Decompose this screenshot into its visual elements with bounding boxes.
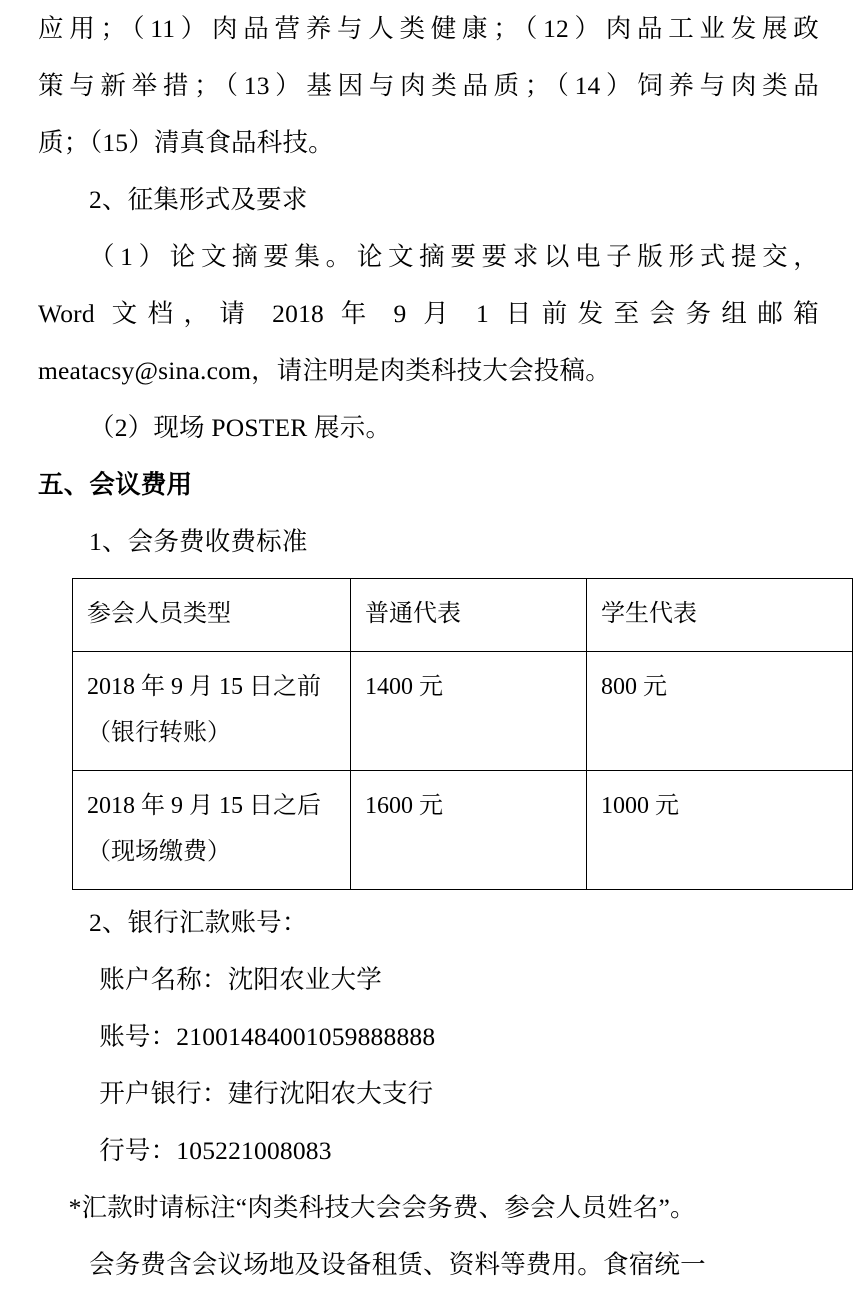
bank-account-name: 账户名称：沈阳农业大学 <box>99 965 382 994</box>
table-header-cell: 普通代表 <box>351 579 587 652</box>
table-cell-type-line1: 2018 年 9 月 15 日之前 <box>87 674 321 700</box>
table-header-cell: 参会人员类型 <box>73 579 351 652</box>
table-cell-normal: 1400 元 <box>351 652 587 771</box>
table-cell-normal: 1600 元 <box>351 771 587 890</box>
collect-item1-line1: （1）论文摘要集。论文摘要要求以电子版形式提交， <box>89 242 819 271</box>
fee-sub-heading: 1、会务费收费标准 <box>89 527 308 556</box>
bank-code: 行号：105221008083 <box>99 1136 332 1165</box>
collect-heading: 2、征集形式及要求 <box>89 185 308 214</box>
fee-table <box>72 578 853 890</box>
table-cell-student: 1000 元 <box>587 771 853 890</box>
fee-section-heading: 五、会议费用 <box>38 470 193 499</box>
bank-account-number: 账号：21001484001059888888 <box>99 1022 436 1051</box>
table-cell-student: 800 元 <box>587 652 853 771</box>
topic-line-2: 策与新举措；（13）基因与肉类品质；（14）饲养与肉类品 <box>38 71 819 100</box>
bank-name: 开户银行：建行沈阳农大支行 <box>99 1079 434 1108</box>
table-row <box>73 652 853 771</box>
remittance-note: *汇款时请标注“肉类科技大会会务费、参会人员姓名”。 <box>68 1193 696 1222</box>
table-row <box>73 771 853 890</box>
bank-heading: 2、银行汇款账号： <box>89 908 308 937</box>
table-cell-type <box>73 771 351 890</box>
table-cell-type-line2: （现场缴费） <box>87 839 231 865</box>
table-header-cell: 学生代表 <box>587 579 853 652</box>
table-cell-type-line2: （银行转账） <box>87 720 231 746</box>
fee-inclusion-note: 会务费含会议场地及设备租赁、资料等费用。食宿统一 <box>89 1250 706 1279</box>
collect-item2: （2）现场 POSTER 展示。 <box>89 413 392 442</box>
collect-item1-line3: meatacsy@sina.com，请注明是肉类科技大会投稿。 <box>38 356 611 385</box>
table-header-row <box>73 579 853 652</box>
table-cell-type-line1: 2018 年 9 月 15 日之后 <box>87 793 321 819</box>
topic-line-1: 应用；（11）肉品营养与人类健康；（12）肉品工业发展政 <box>38 14 819 43</box>
topic-line-3: 质；（15）清真食品科技。 <box>38 128 334 157</box>
collect-item1-line2: Word 文档，请 2018 年 9 月 1 日前发至会务组邮箱 <box>38 299 819 328</box>
table-cell-type <box>73 652 351 771</box>
